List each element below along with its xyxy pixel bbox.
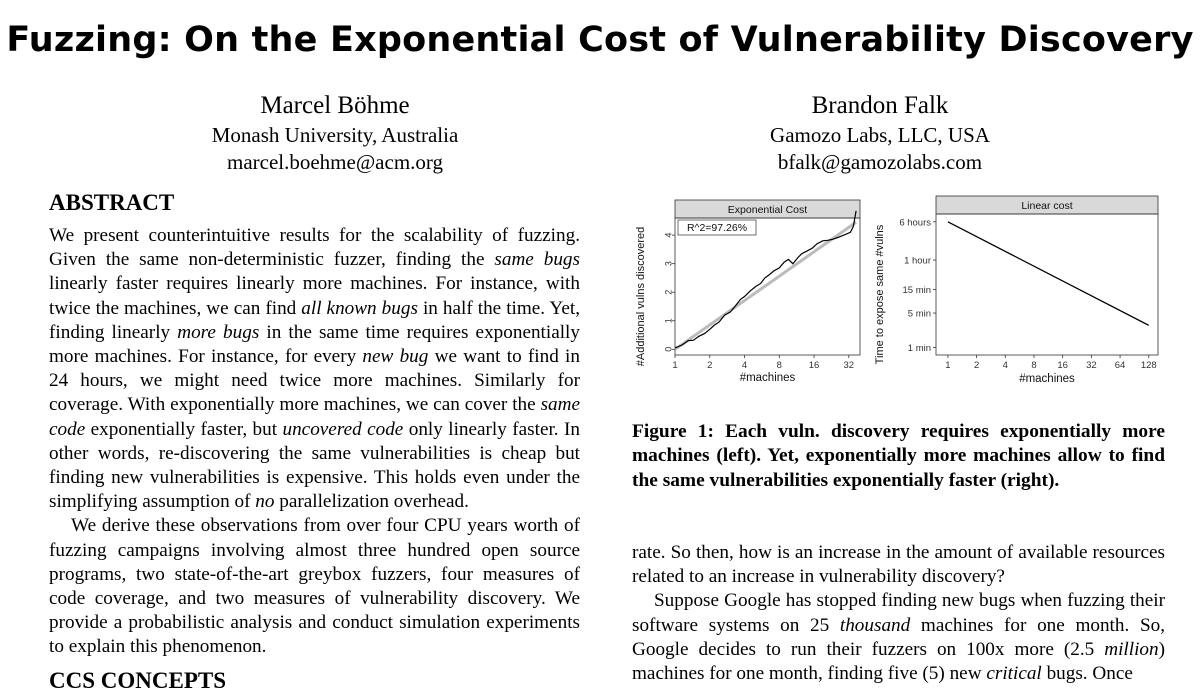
series-line [948, 222, 1149, 326]
fit-line [675, 222, 856, 349]
plot-frame [936, 214, 1158, 355]
linear-cost-panel [874, 196, 1158, 385]
paper-title: Fuzzing: On the Exponential Cost of Vulnerability Discovery [6, 20, 1194, 60]
x-tick-label: 4 [741, 360, 748, 371]
x-axis-label: #machines [1019, 373, 1075, 385]
y-axis-label: Time to expose same #vulns [874, 224, 886, 365]
x-tick-label: 64 [1114, 360, 1126, 371]
x-tick-label: 32 [1086, 360, 1097, 371]
right-paragraph-1: rate. So then, how is an increase in the amount of available resources related to an increase in vulnerability discovery? [632, 542, 1165, 588]
x-tick-label: 1 [672, 360, 678, 371]
figure-1 [630, 190, 1190, 410]
y-tick-label: 2 [663, 289, 674, 295]
x-tick-label: 16 [1057, 360, 1068, 371]
y-tick-label: 5 min [907, 308, 931, 320]
x-tick-label: 128 [1140, 360, 1157, 371]
panel-title: Linear cost [1021, 200, 1073, 212]
y-axis-label: #Additional vulns discovered [635, 226, 647, 367]
author-block-1 [85, 90, 585, 176]
right-paragraph-2: Suppose Google has stopped finding new bugs when fuzzing their software systems on 25 thousand machines for one month. So, Google decides to run their fuzzers on 100x more (2.5 million) machines for one month, finding five (5) new critical bugs. Once [632, 590, 1166, 685]
x-tick-label: 8 [776, 360, 782, 371]
r-squared-annotation: R^2=97.26% [686, 222, 748, 234]
x-axis-label: #machines [739, 372, 796, 384]
figure-caption: Figure 1: Each vuln. discovery requires exponentially more machines (left). Yet, exponentially more machines allow to find the same vulnerabilities exponentially faster (right). [632, 421, 1165, 491]
right-column-text [632, 541, 1165, 686]
abstract-body [49, 224, 580, 660]
x-tick-label: 8 [1031, 360, 1037, 371]
ccs-heading: CCS CONCEPTS [49, 668, 227, 693]
x-tick-label: 4 [1002, 360, 1008, 371]
y-tick-label: 1 [663, 318, 674, 324]
y-tick-label: 15 min [902, 285, 931, 297]
abstract-heading: ABSTRACT [49, 190, 175, 215]
author-block-2 [630, 90, 1130, 176]
x-tick-label: 2 [707, 360, 713, 371]
author-affiliation: Gamozo Labs, LLC, USA [770, 123, 990, 147]
y-tick-label: 1 min [907, 342, 931, 354]
author-affiliation: Monash University, Australia [211, 123, 459, 147]
x-tick-label: 2 [973, 360, 980, 371]
x-tick-label: 16 [808, 360, 820, 371]
x-tick-label: 32 [843, 360, 855, 371]
y-tick-label: 6 hours [899, 217, 931, 229]
panel-title: Exponential Cost [727, 204, 808, 216]
author-email: marcel.boehme@acm.org [226, 150, 444, 174]
abstract-paragraph-2: We derive these observations from over four CPU years worth of fuzzing campaigns involving almost three hundred open source programs, two state-of-the-art greybox fuzzers, four measures of code coverage, and two measures of vulnerability discovery. We provide a probabilistic analysis and conduct simulation experiments to explain this phenomenon. [49, 515, 580, 658]
y-tick-label: 3 [663, 261, 674, 267]
y-tick-label: 1 hour [904, 255, 931, 267]
y-tick-label: 0 [663, 346, 674, 352]
author-name: Brandon Falk [811, 92, 949, 119]
x-tick-label: 1 [945, 360, 951, 371]
y-tick-label: 4 [663, 232, 674, 238]
author-name: Marcel Böhme [260, 92, 410, 119]
abstract-paragraph-1: We present counterintuitive results for the scalability of fuzzing. Given the same non-deterministic fuzzer, finding the same bugs linearly faster requires linearly more machines. For instance, with twice the machines, we can find all known bugs in half the time. Yet, finding linearly more bugs in the same time requires exponentially more machines. For instance, for every new bug we want to find in 24 hours, we might need twice more machines. Similarly for coverage. With exponentially more machines, we can cover the same code exponentially faster, but uncovered code only linearly faster. In other words, re-discovering the same vulnerabilities is cheap but finding new vulnerabilities is expensive. This holds even under the simplifying assumption of no parallelization overhead. [49, 225, 581, 513]
exponential-cost-panel [635, 200, 860, 384]
author-email: bfalk@gamozolabs.com [777, 150, 983, 174]
